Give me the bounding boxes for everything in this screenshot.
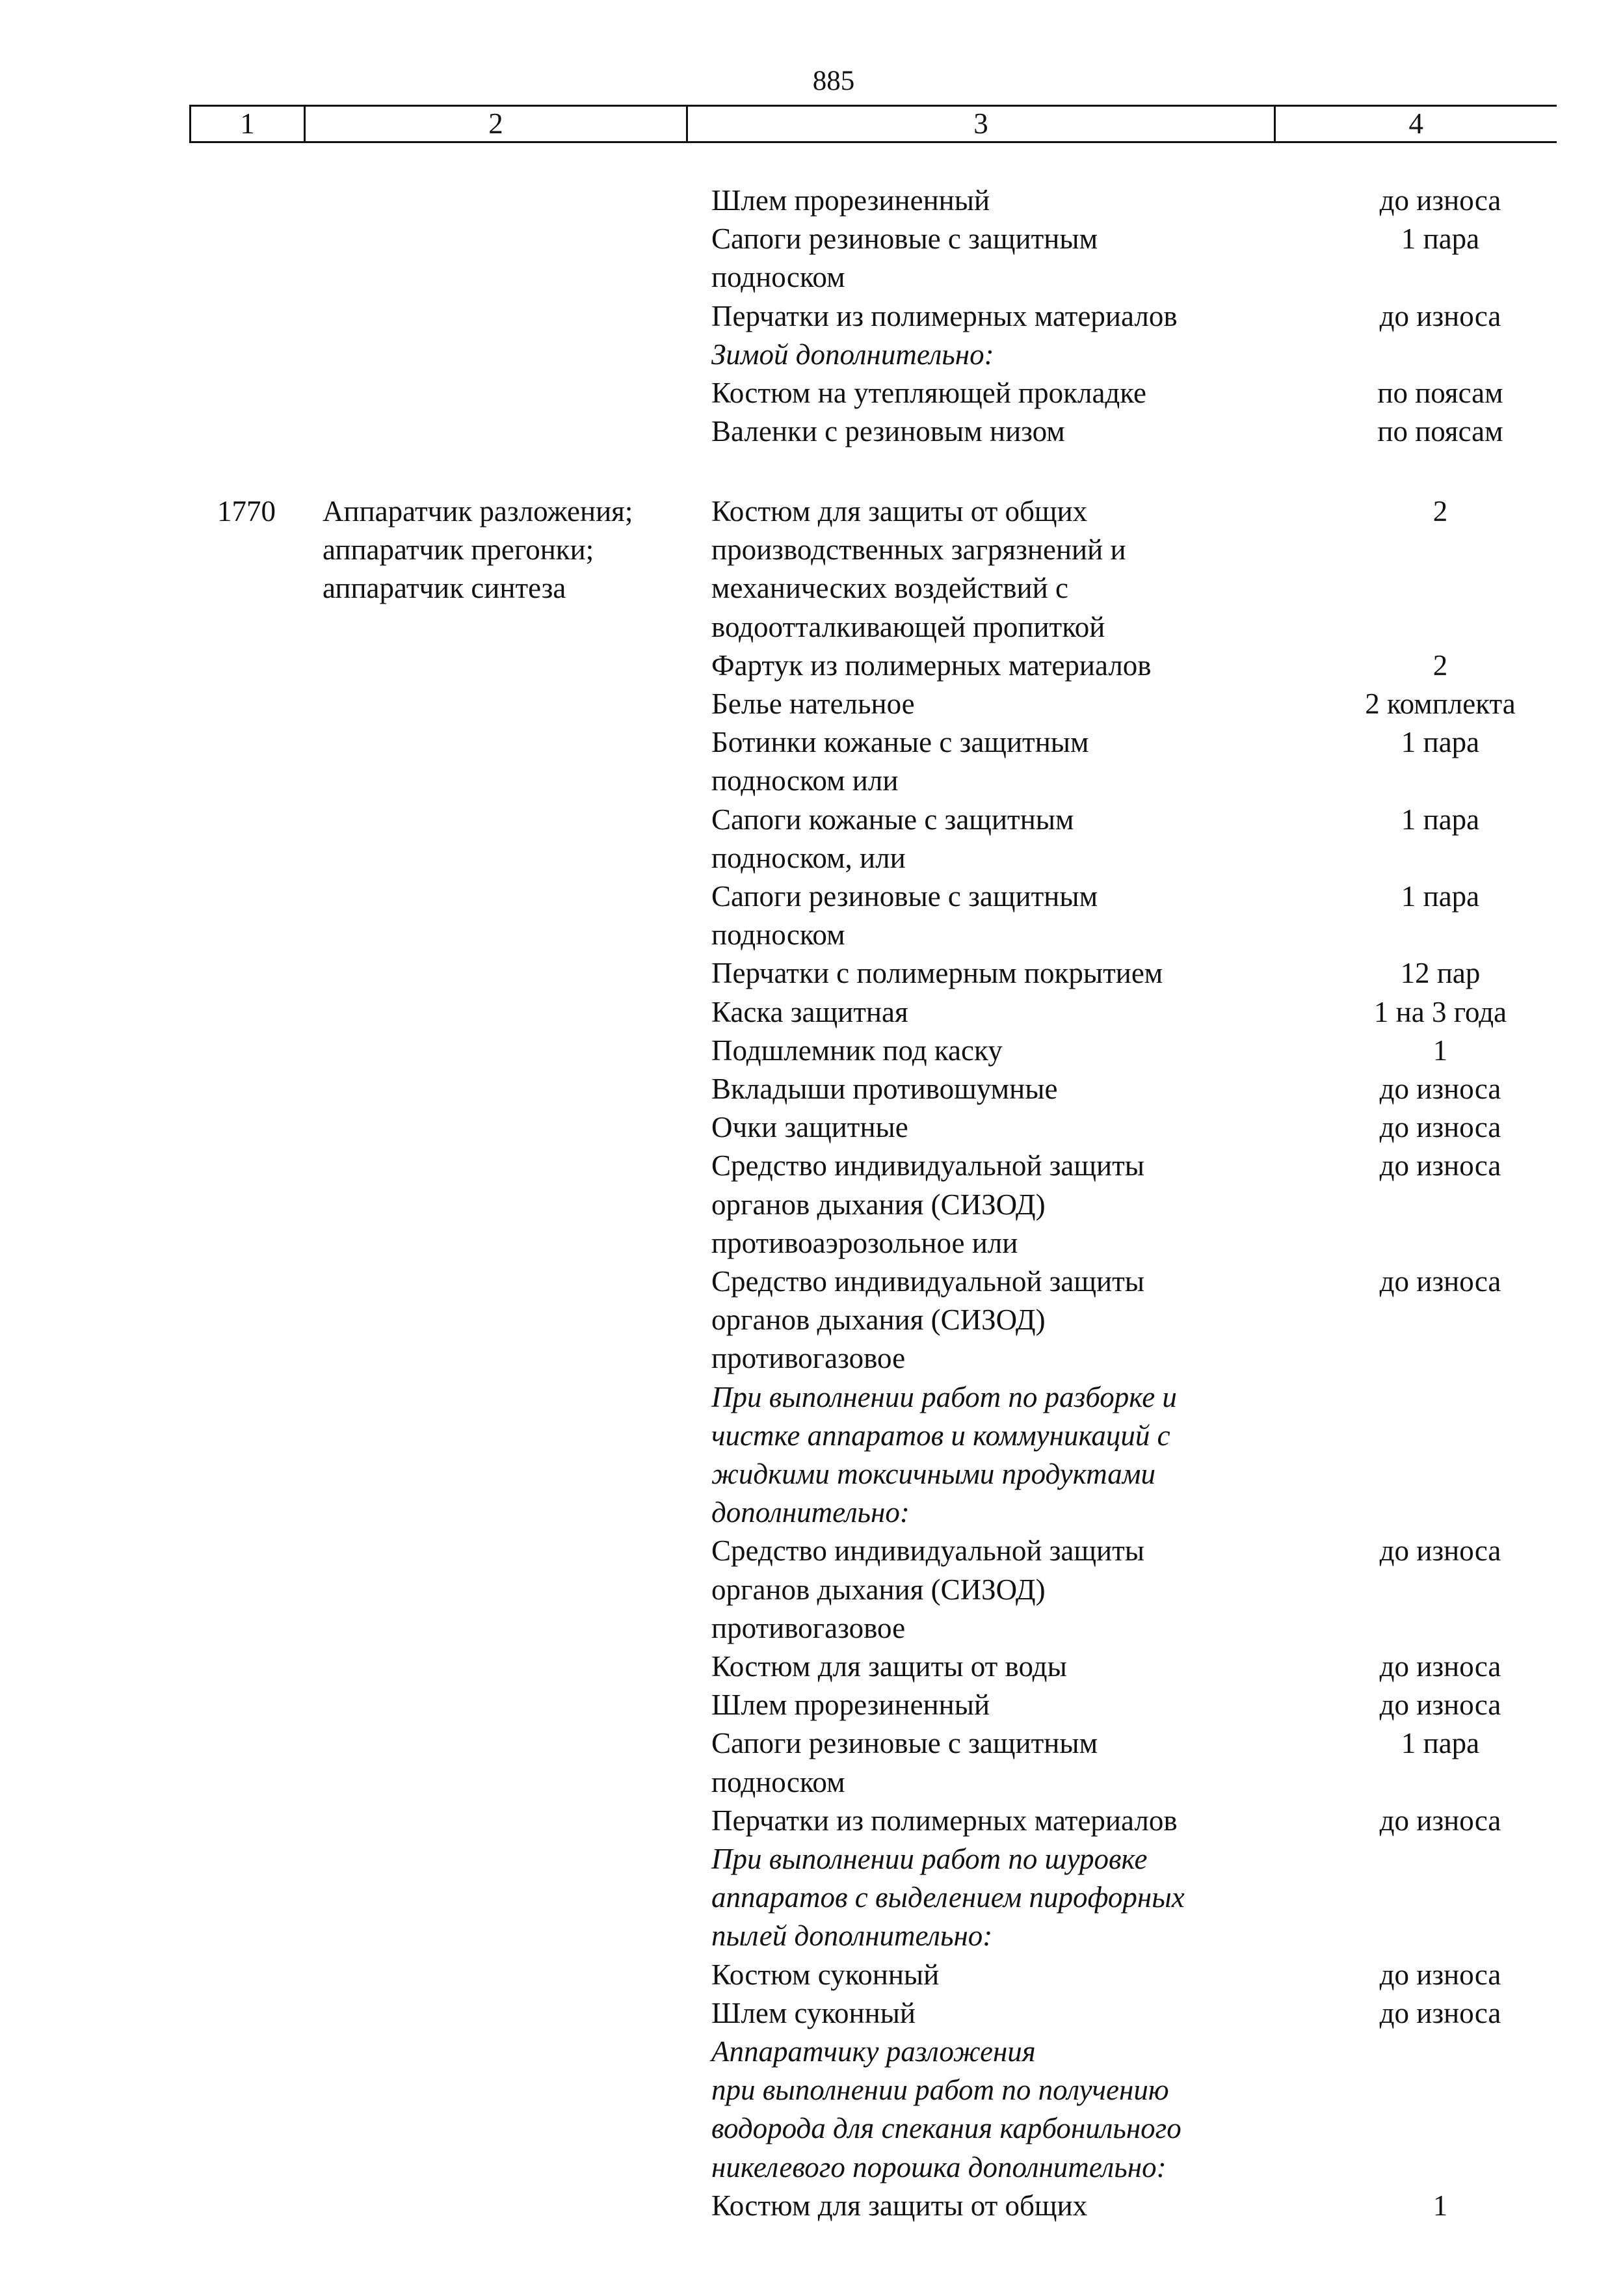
issue-norm: до износа [1379,1111,1501,1144]
issue-norm: до износа [1379,184,1501,217]
condition-note [711,1378,1310,1532]
ppe-item-line: чистке аппаратов и коммуникаций с [711,1419,1170,1452]
ppe-item-name [711,647,1310,685]
ppe-item-name [711,1262,1310,1378]
ppe-item-line: дополнительно: [711,1496,910,1529]
ppe-item-name [711,1532,1310,1648]
ppe-item-line: При выполнении работ по шуровке [711,1843,1148,1875]
ppe-item-line: Вкладыши противошумные [711,1073,1058,1105]
ppe-item-line: Средство индивидуальной защиты [711,1534,1145,1568]
ppe-item-line: подноском [711,261,845,294]
column-header-row [191,106,1557,142]
ppe-item-name [711,1032,1310,1070]
issue-norm: до износа [1379,1804,1501,1837]
ppe-item-line: Сапоги резиновые с защитным [711,880,1098,913]
ppe-item-line: органов дыхания (СИЗОД) [711,1573,1046,1606]
issue-norm: 2 [1432,495,1448,527]
ppe-item-name [711,1994,1310,2033]
ppe-item-line: подноском [711,1765,845,1798]
ppe-item-line: Шлем прорезиненный [711,184,990,217]
ppe-item-name [711,1147,1310,1262]
ppe-item-line: Перчатки из полимерных материалов [711,299,1178,332]
issue-norm: до износа [1379,1996,1501,2029]
ppe-item-line: Шлем прорезиненный [711,1689,990,1722]
issue-norm: 1 пара [1401,726,1480,759]
ppe-item-name [711,685,1310,723]
ppe-item-line: Белье нательное [711,687,915,720]
ppe-item-name [711,1686,1310,1724]
ppe-item-line: Валенки с резиновым низом [711,415,1065,448]
ppe-item-line: Перчатки с полимерным покрытием [711,957,1163,990]
ppe-item-name [711,1724,1310,1801]
ppe-item-line: Сапоги резиновые с защитным [711,1727,1098,1760]
profession-line: аппаратчик прегонки; [323,533,594,567]
ppe-item-line: органов дыхания (СИЗОД) [711,1303,1046,1337]
column-header-4: 4 [1275,106,1557,142]
issue-norm: до износа [1379,1149,1501,1182]
ppe-item-name [711,723,1310,800]
ppe-item-name [711,220,1310,297]
ppe-item-line: Очки защитные [711,1111,908,1144]
ppe-item-line: противогазовое [711,1611,906,1644]
ppe-item-name [711,1802,1310,1840]
issue-norm: 1 [1432,1034,1448,1067]
issue-norm: до износа [1379,299,1501,332]
ppe-item-name [711,1956,1310,1994]
ppe-item-line: При выполнении работ по разборке и [711,1380,1177,1413]
column-header-table [189,105,1557,143]
issue-norm: до износа [1379,1534,1501,1568]
issue-norm: 12 пар [1400,957,1481,990]
ppe-item-name [711,954,1310,993]
ppe-item-line: Зимой дополнительно: [711,338,994,371]
ppe-item-line: при выполнении работ по получению [711,2074,1169,2107]
ppe-item-name [711,1108,1310,1147]
ppe-item-line: водорода для спекания карбонильного [711,2112,1181,2145]
column-header-1: 1 [191,106,305,142]
ppe-item-line: Сапоги кожаные с защитным [711,803,1074,836]
ppe-item-line: подноском [711,918,845,952]
ppe-item-line: подноском, или [711,841,906,874]
ppe-item-name [711,801,1310,877]
ppe-item-name [711,2187,1310,2225]
ppe-item-line: Костюм для защиты от воды [711,1650,1067,1683]
condition-note [711,1840,1310,1956]
issue-norm: по поясам [1377,377,1503,409]
ppe-item-line: Каска защитная [711,995,908,1028]
ppe-item-line: Костюм суконный [711,1958,940,1991]
condition-note [711,336,1310,374]
ppe-item-line: противоаэрозольное или [711,1226,1018,1259]
ppe-item-line: Средство индивидуальной защиты [711,1265,1145,1298]
ppe-item-line: Костюм для защиты от общих [711,495,1088,527]
profession-names [323,492,687,608]
ppe-item-line: противогазовое [711,1342,906,1375]
ppe-item-line: механических воздействий с [711,572,1068,605]
ppe-item-name [711,412,1310,451]
issue-norm: 1 на 3 года [1373,995,1507,1028]
condition-note [711,2033,1310,2187]
entry-number: 1770 [217,495,276,527]
ppe-item-line: Костюм на утепляющей прокладке [711,377,1147,409]
issue-norm: до износа [1379,1958,1501,1991]
ppe-item-line: Аппаратчику разложения [711,2035,1036,2068]
issue-norm: 2 комплекта [1365,687,1516,720]
column-header-3: 3 [687,106,1275,142]
ppe-item-name [711,1070,1310,1108]
page-number: 885 [812,66,855,96]
issue-norm: до износа [1379,1265,1501,1298]
issue-norm: до износа [1379,1650,1501,1683]
ppe-item-line: Костюм для защиты от общих [711,2189,1088,2222]
ppe-item-line: Шлем суконный [711,1996,916,2029]
ppe-item-name [711,374,1310,412]
ppe-item-line: никелевого порошка дополнительно: [711,2150,1167,2183]
ppe-item-name [711,1648,1310,1686]
ppe-item-line: производственных загрязнений и [711,533,1126,567]
ppe-item-line: Фартук из полимерных материалов [711,648,1152,682]
issue-norm: до износа [1379,1073,1501,1105]
ppe-item-name [711,181,1310,220]
ppe-item-line: пылей дополнительно: [711,1919,993,1953]
ppe-item-name [711,993,1310,1032]
ppe-item-name [711,297,1310,336]
ppe-item-line: Перчатки из полимерных материалов [711,1804,1178,1837]
issue-norm: 1 пара [1401,880,1480,913]
ppe-item-name [711,492,1310,647]
issue-norm: 1 пара [1401,1727,1480,1760]
issue-norm: 1 пара [1401,803,1480,836]
issue-norm: 2 [1432,648,1448,682]
ppe-item-line: аппаратов с выделением пирофорных [711,1881,1185,1914]
issue-norm: 1 пара [1401,222,1480,256]
profession-line: аппаратчик синтеза [323,572,566,605]
issue-norm: до износа [1379,1689,1501,1722]
ppe-item-line: Сапоги резиновые с защитным [711,222,1098,256]
ppe-item-line: Подшлемник под каску [711,1034,1003,1067]
ppe-item-line: Ботинки кожаные с защитным [711,726,1089,759]
ppe-item-line: Средство индивидуальной защиты [711,1149,1145,1182]
ppe-item-line: подноском или [711,764,899,797]
ppe-item-line: органов дыхания (СИЗОД) [711,1188,1046,1221]
issue-norm: по поясам [1377,415,1503,448]
issue-norm: 1 [1432,2189,1448,2222]
column-header-2: 2 [305,106,687,142]
ppe-item-line: водоотталкивающей пропиткой [711,610,1105,643]
profession-line: Аппаратчик разложения; [323,495,633,527]
ppe-item-line: жидкими токсичными продуктами [711,1458,1155,1490]
ppe-item-name [711,877,1310,954]
